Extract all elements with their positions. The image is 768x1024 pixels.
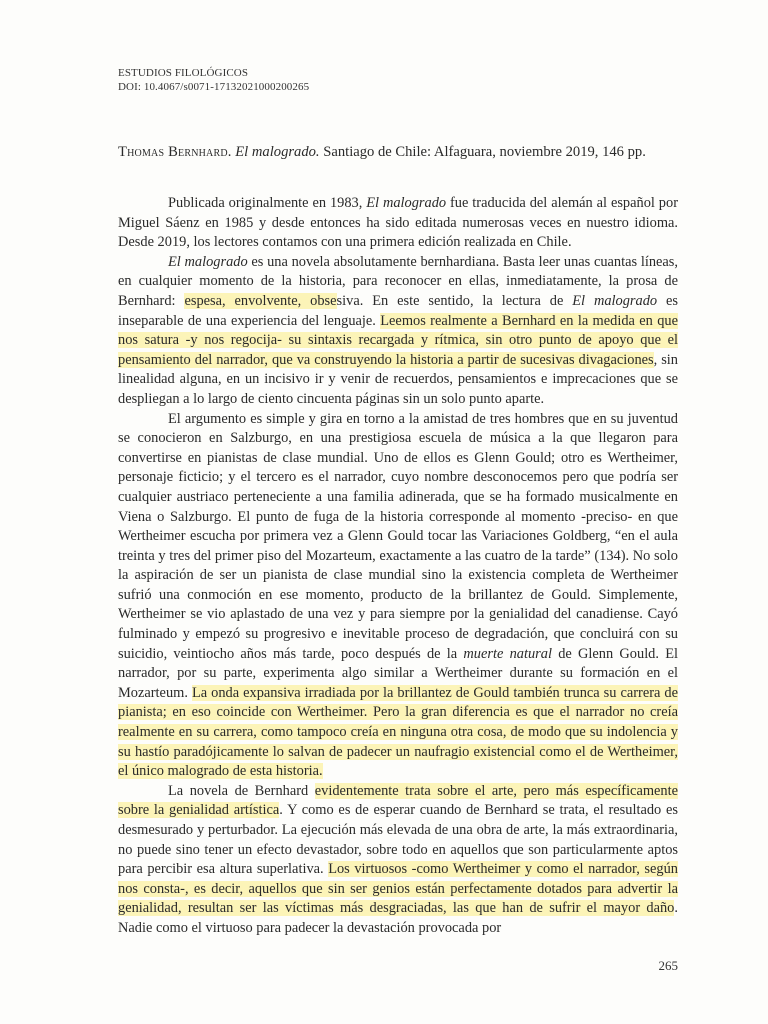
doi-line: DOI: 10.4067/s0071-17132021000200265 (118, 81, 310, 93)
book-author: Thomas Bernhard. (118, 144, 232, 160)
book-reference (118, 142, 678, 162)
italic-title: El malogrado (168, 253, 248, 270)
text-run: El argumento es simple y gira en torno a la amistad de tres hombres que en su juventud se conocieron en Salzburgo, en una prestigiosa escuela de música a la que llegaron para convertirse en pianistas de clase mundial. Uno de ellos es Glenn Gould; otro es Wertheimer, personaje ficticio; y el tercero es el narrador, cuyo nombre desconocemos pero que podría ser cualquier austriaco perteneciente a una familia adinerada, que se ha formado musicalmente en Viena o Salzburgo. El punto de fuga de la historia corresponde al momento -preciso- en que Wertheimer escucha por primera vez a Glenn Gould tocar las Variaciones Goldberg, “en el aula treinta y tres del primer piso del Mozarteum, exactamente a las cuatro de la tarde” (134). No solo la aspiración de ser un pianista de clase mundial sino la existencia completa de Wertheimer sufrió una conmoción en ese momento, producto de la brillantez de Gould. Simplemente, Wertheimer se vio aplastado de una vez y para siempre por la genialidad del canadiense. Cayó fulminado y empezó su progresivo e inevitable proceso de degradación, que concluirá con su suicidio, veintiocho años más tarde, poco después de la (118, 410, 678, 662)
highlighted-text: espesa, envolvente, obse (184, 292, 337, 309)
highlighted-text: Leemos realmente a Bernhard en la medida en que nos satura -y nos regocija- su sintaxis recargada y rítmica, sin otro punto de apoyo que el pensamiento del narrador, que va construyendo la historia a partir de sucesivas divagaciones (118, 312, 678, 368)
highlighted-text: La onda expansiva irradiada por la brillantez de Gould también trunca su carrera de pianista; en eso coincide con Wertheimer. Pero la gran diferencia es que el narrador no creía realmente en su carrera, como tampoco creía en ninguna otra cosa, de modo que su indolencia y su hastío paradójicamente lo salvan de padecer un naufragio existencial como el de Wertheimer, el único malogrado de esta historia. (118, 684, 678, 780)
book-title: El malogrado. (235, 144, 320, 160)
paragraph (118, 194, 678, 253)
text-run: , sin linealidad alguna, en un incisivo ir y venir de recuerdos, pensamientos e imprecaciones que se despliegan a lo largo de ciento cincuenta páginas sin un solo punto aparte. (118, 351, 678, 407)
review-body (118, 194, 678, 939)
highlighted-text: evidentemente trata sobre el arte, pero más específicamente sobre la genialidad artística (118, 782, 678, 819)
text-run: La novela de Bernhard (168, 782, 315, 799)
journal-name: ESTUDIOS FILOLÓGICOS (118, 67, 249, 79)
italic-title: muerte natural (463, 645, 552, 662)
text-run: es inseparable de una experiencia del lenguaje. (118, 292, 678, 329)
page-number: 265 (658, 958, 678, 973)
running-header (118, 66, 309, 94)
text-run: . Y como es de esperar cuando de Bernhard se trata, el resultado es desmesurado y perturbador. La ejecución más elevada de una obra de arte, la más extraordinaria, no puede sino tener un efecto devastador, sobre todo en aquellos que son particularmente aptos para percibir esa altura superlativa. (118, 802, 678, 878)
text-run: de Glenn Gould. El narrador, por su parte, experimenta algo similar a Wertheimer durante su formación en el Mozarteum. (118, 645, 678, 701)
book-publication: Santiago de Chile: Alfaguara, noviembre 2019, 146 pp. (323, 144, 646, 160)
text-run: . Nadie como el virtuoso para padecer la devastación provocada por (118, 900, 678, 936)
italic-title: El malogrado (366, 195, 447, 211)
paragraph (118, 782, 678, 939)
text-run: fue traducida del alemán al español por Miguel Sáenz en 1985 y desde entonces ha sido editada numerosas veces en nuestro idioma. Desde 2019, los lectores contamos con una primera edición realizada en Chile. (118, 195, 678, 251)
paragraph (118, 253, 678, 410)
text-run: es una novela absolutamente bernhardiana. Basta leer unas cuantas líneas, en cualquier momento de la historia, para reconocer en ellas, inmediatamente, la prosa de Bernhard: (118, 253, 678, 309)
highlighted-text: Los virtuosos -como Wertheimer y como el narrador, según nos consta-, es decir, aquellos que sin ser genios están perfectamente dotados para advertir la genialidad, resultan ser las víctimas más desgraciadas, las que han de sufrir el mayor daño (118, 861, 678, 917)
italic-title: El malogrado (572, 292, 658, 309)
paragraph (118, 410, 678, 782)
text-run: siva. En este sentido, la lectura de (336, 292, 573, 309)
text-run: Publicada originalmente en 1983, (168, 195, 367, 211)
